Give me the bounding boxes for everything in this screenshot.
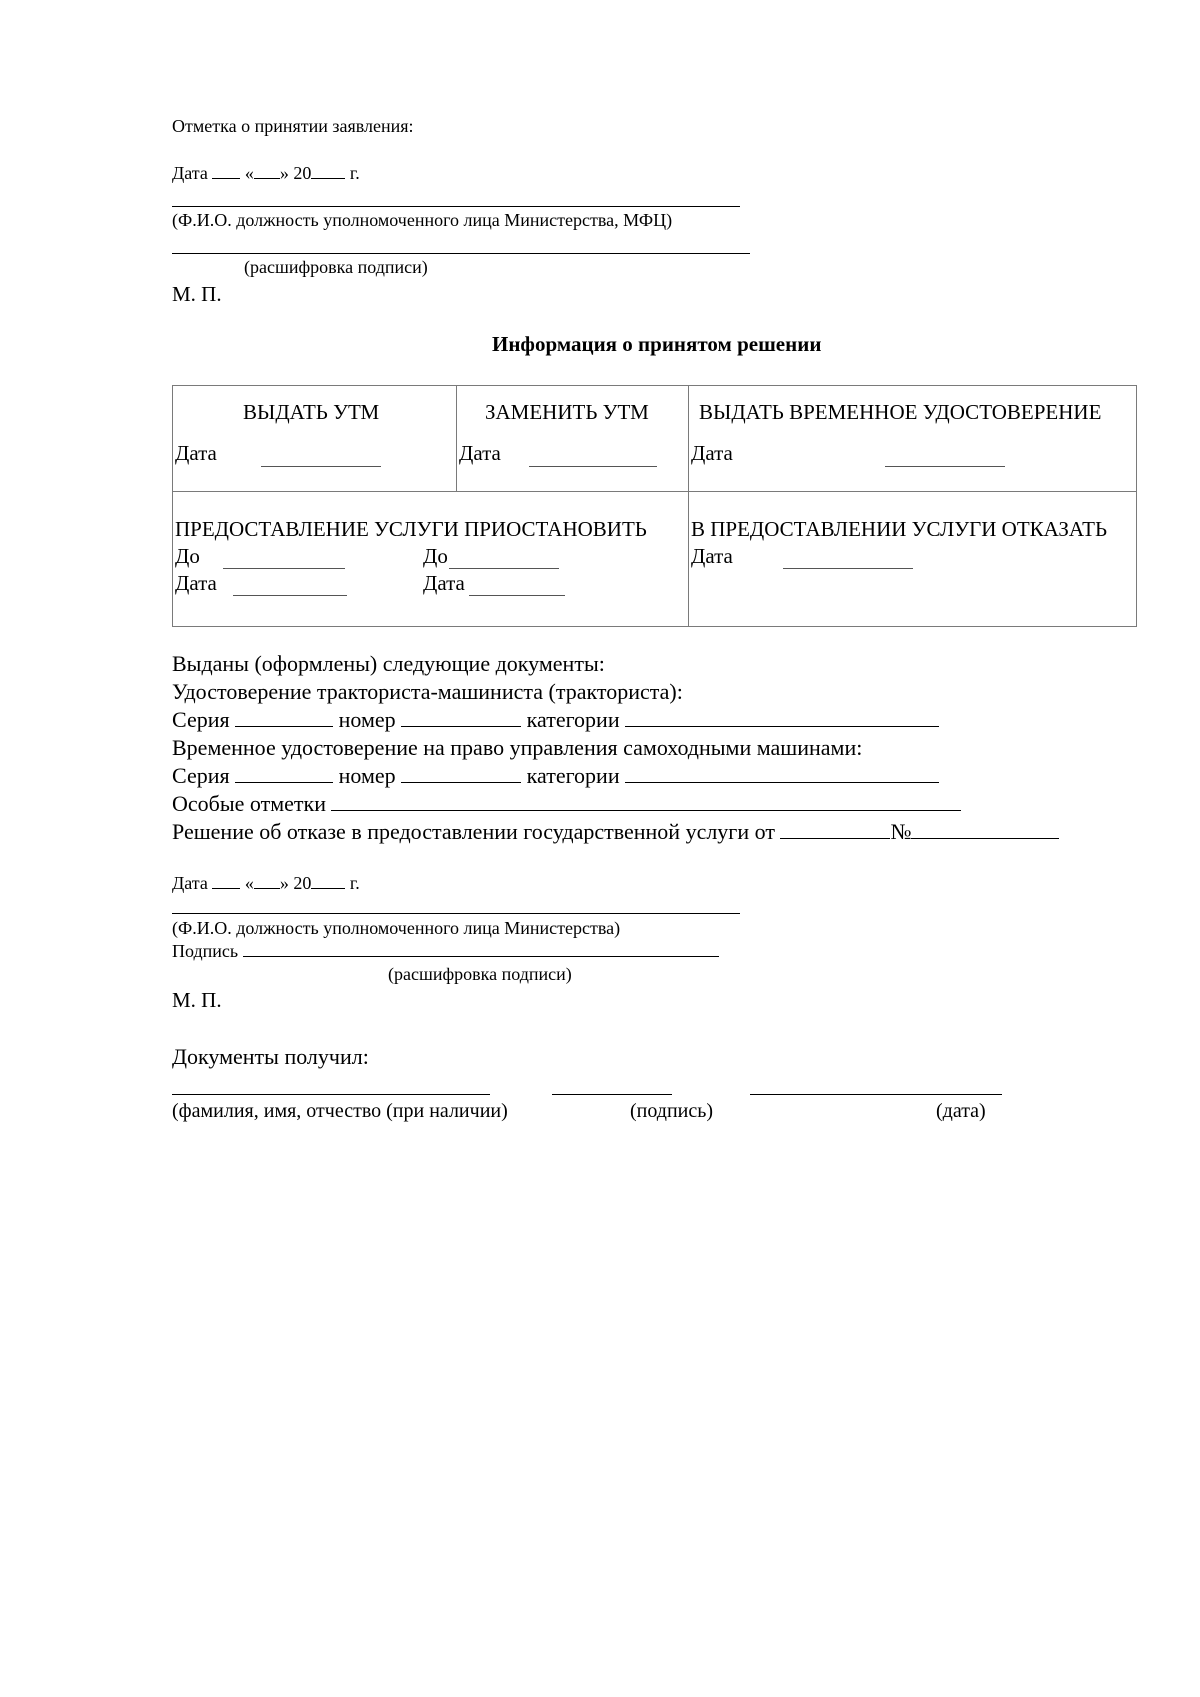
decision-replace-utm-label: ЗАМЕНИТЬ УТМ bbox=[485, 400, 649, 424]
refusal-number-sign: № bbox=[890, 819, 912, 844]
issued-heading: Выданы (оформлены) следующие документы: bbox=[172, 651, 605, 676]
ministry-date-day-blank[interactable] bbox=[212, 887, 240, 889]
temp-series-label: Серия bbox=[172, 763, 230, 788]
ministry-signature-row bbox=[172, 941, 719, 962]
issued-refusal-row bbox=[172, 819, 1059, 845]
receipt-signature-caption: (расшифровка подписи) bbox=[244, 257, 428, 277]
decision-replace-utm-date-label: Дата bbox=[459, 441, 501, 465]
refusal-date-field[interactable] bbox=[780, 837, 890, 839]
received-date-caption: (дата) bbox=[936, 1100, 986, 1122]
ministry-date-century: » 20 bbox=[279, 873, 312, 893]
received-heading: Документы получил: bbox=[172, 1044, 369, 1069]
receipt-date-century: » 20 bbox=[279, 163, 312, 183]
received-signature-caption: (подпись) bbox=[630, 1100, 714, 1122]
issued-temp-license-label: Временное удостоверение на право управления самоходными машинами: bbox=[172, 735, 863, 760]
temp-category-label: категории bbox=[526, 763, 620, 788]
received-signature-line[interactable] bbox=[552, 1094, 672, 1095]
ministry-date-line bbox=[172, 873, 360, 894]
decision-issue-utm-date-field[interactable] bbox=[261, 466, 381, 467]
decision-issue-temp-label: ВЫДАТЬ ВРЕМЕННОЕ УДОСТОВЕРЕНИЕ bbox=[699, 400, 1102, 424]
receipt-signature-line[interactable] bbox=[172, 253, 750, 254]
special-marks-label: Особые отметки bbox=[172, 791, 326, 816]
issued-temp-license-row bbox=[172, 763, 939, 789]
ministry-date-year-blank[interactable] bbox=[311, 887, 345, 889]
decision-suspend-until-field[interactable] bbox=[223, 568, 345, 569]
decision-refuse-date-field[interactable] bbox=[783, 568, 913, 569]
license-series-label: Серия bbox=[172, 707, 230, 732]
decision-refuse-date-label: Дата bbox=[691, 544, 733, 568]
received-name-caption: (фамилия, имя, отчество (при наличии) bbox=[172, 1100, 508, 1122]
ministry-seal-label: М. П. bbox=[172, 988, 222, 1012]
decision-issue-utm-date-label: Дата bbox=[175, 441, 217, 465]
decision-suspend-until2-label: До bbox=[423, 544, 448, 568]
received-date-line[interactable] bbox=[750, 1094, 1002, 1095]
decision-suspend-label: ПРЕДОСТАВЛЕНИЕ УСЛУГИ ПРИОСТАНОВИТЬ bbox=[175, 517, 647, 541]
receipt-official-line[interactable] bbox=[172, 206, 740, 207]
issued-special-marks-row bbox=[172, 791, 961, 817]
ministry-date-open-quote: « bbox=[244, 873, 254, 893]
decision-suspend-until-label: До bbox=[175, 544, 200, 568]
issued-license-row bbox=[172, 707, 939, 733]
temp-number-field[interactable] bbox=[401, 781, 521, 783]
license-series-field[interactable] bbox=[235, 725, 333, 727]
refusal-number-field[interactable] bbox=[911, 837, 1059, 839]
decision-cell-refuse[interactable] bbox=[689, 492, 1137, 627]
received-name-line[interactable] bbox=[172, 1094, 490, 1095]
ministry-signature-label: Подпись bbox=[172, 941, 239, 961]
decision-title: Информация о принятом решении bbox=[492, 332, 822, 356]
decision-refuse-label: В ПРЕДОСТАВЛЕНИИ УСЛУГИ ОТКАЗАТЬ bbox=[691, 517, 1108, 541]
special-marks-field[interactable] bbox=[331, 809, 961, 811]
license-category-label: категории bbox=[526, 707, 620, 732]
decision-issue-temp-date-field[interactable] bbox=[885, 466, 1005, 467]
receipt-date-label: Дата bbox=[172, 163, 208, 183]
receipt-date-line bbox=[172, 163, 360, 184]
receipt-heading: Отметка о принятии заявления: bbox=[172, 116, 414, 136]
receipt-official-caption: (Ф.И.О. должность уполномоченного лица Министерства, МФЦ) bbox=[172, 210, 673, 230]
ministry-date-label: Дата bbox=[172, 873, 208, 893]
receipt-date-year-suffix: г. bbox=[349, 163, 360, 183]
decision-suspend-date-field[interactable] bbox=[233, 595, 347, 596]
receipt-date-day-blank[interactable] bbox=[212, 177, 240, 179]
decision-suspend-date2-field[interactable] bbox=[469, 595, 565, 596]
decision-cell-replace-utm[interactable] bbox=[457, 386, 689, 492]
decision-issue-temp-date-label: Дата bbox=[691, 441, 733, 465]
ministry-official-line[interactable] bbox=[172, 913, 740, 914]
receipt-seal-label: М. П. bbox=[172, 282, 222, 306]
license-number-field[interactable] bbox=[401, 725, 521, 727]
temp-category-field[interactable] bbox=[625, 781, 939, 783]
temp-series-field[interactable] bbox=[235, 781, 333, 783]
decision-suspend-until2-field[interactable] bbox=[449, 568, 559, 569]
temp-number-label: номер bbox=[338, 763, 396, 788]
issued-license-label: Удостоверение тракториста-машиниста (тракториста): bbox=[172, 679, 683, 704]
ministry-date-month-blank[interactable] bbox=[254, 887, 280, 889]
decision-suspend-date-label: Дата bbox=[175, 571, 217, 595]
decision-cell-issue-utm[interactable] bbox=[173, 386, 457, 492]
decision-issue-utm-label: ВЫДАТЬ УТМ bbox=[243, 400, 380, 424]
decision-cell-issue-temp[interactable] bbox=[689, 386, 1137, 492]
ministry-official-caption: (Ф.И.О. должность уполномоченного лица Министерства) bbox=[172, 918, 621, 938]
receipt-date-month-blank[interactable] bbox=[254, 177, 280, 179]
ministry-signature-caption: (расшифровка подписи) bbox=[388, 964, 572, 984]
decision-replace-utm-date-field[interactable] bbox=[529, 466, 657, 467]
receipt-date-open-quote: « bbox=[244, 163, 254, 183]
license-number-label: номер bbox=[338, 707, 396, 732]
receipt-date-year-blank[interactable] bbox=[311, 177, 345, 179]
decision-table bbox=[172, 385, 1137, 627]
decision-suspend-date2-label: Дата bbox=[423, 571, 465, 595]
license-category-field[interactable] bbox=[625, 725, 939, 727]
decision-cell-suspend[interactable] bbox=[173, 492, 689, 627]
refusal-text: Решение об отказе в предоставлении государственной услуги от bbox=[172, 819, 775, 844]
ministry-date-year-suffix: г. bbox=[349, 873, 360, 893]
ministry-signature-field[interactable] bbox=[243, 955, 719, 957]
